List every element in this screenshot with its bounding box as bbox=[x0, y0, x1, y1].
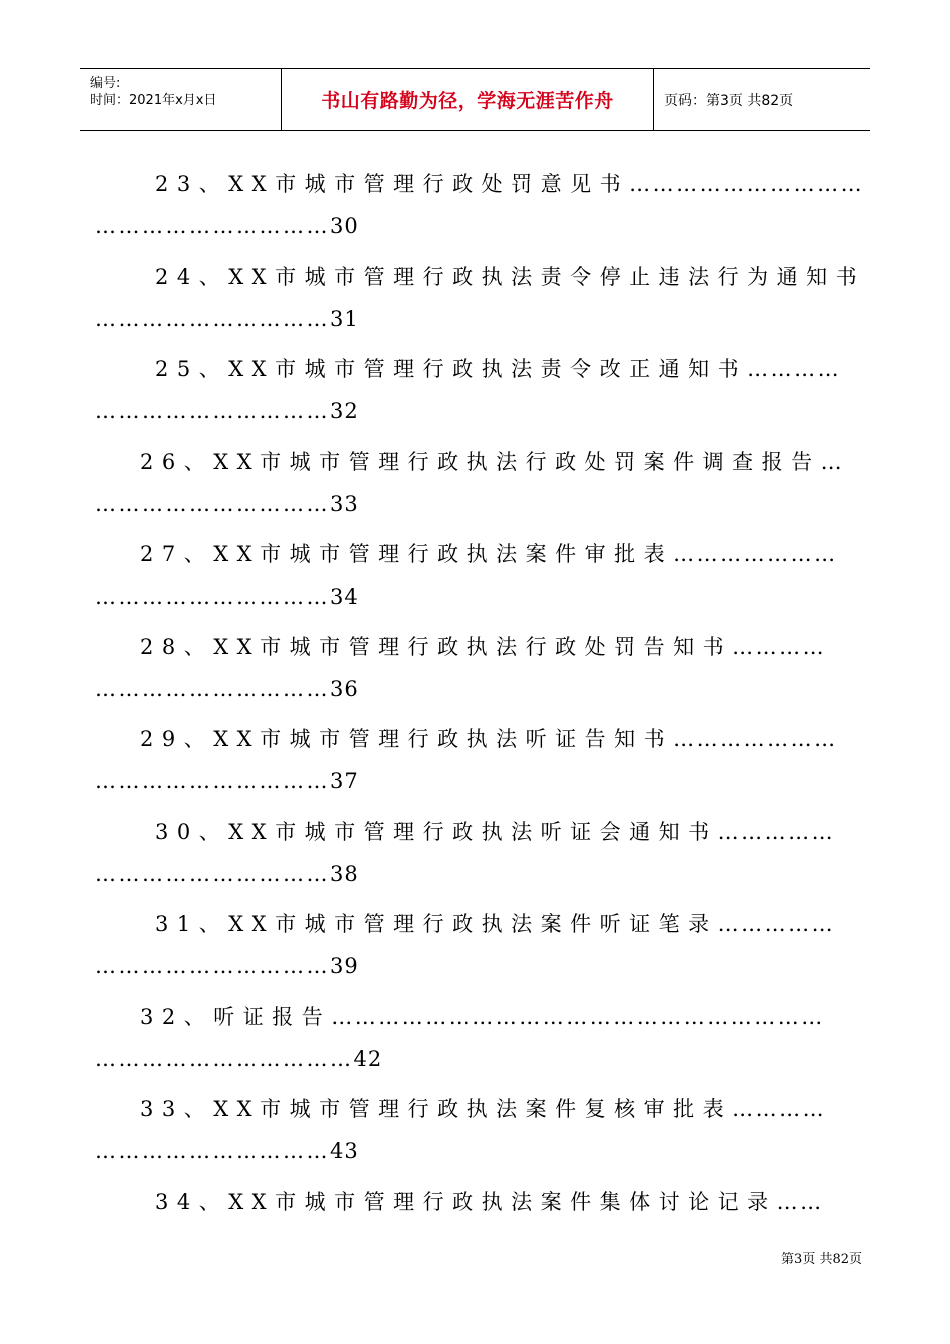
toc-entry-28 bbox=[140, 631, 826, 661]
number-label: 编号: bbox=[90, 76, 121, 91]
toc-entry-dots: ………………………… bbox=[95, 585, 330, 609]
toc-entry-title: 31、XX市城市管理行政执法案件听证笔录 bbox=[155, 912, 718, 936]
toc-entry-title: 27、XX市城市管理行政执法案件审批表 bbox=[140, 542, 674, 566]
toc-entry-page: 37 bbox=[330, 769, 359, 793]
toc-entry-dots: ………… bbox=[732, 635, 827, 659]
toc-entry-26-cont bbox=[95, 492, 359, 516]
toc-entry-dots: ………………………… bbox=[95, 492, 330, 516]
toc-entry-dots: ………………… bbox=[673, 542, 838, 566]
toc-entry-page: 30 bbox=[330, 214, 359, 238]
toc-entry-page: 38 bbox=[330, 862, 359, 886]
toc-entry-31 bbox=[155, 908, 835, 938]
toc-entry-title: 29、XX市城市管理行政执法听证告知书 bbox=[140, 727, 674, 751]
toc-entry-title: 23、XX市城市管理行政处罚意见书 bbox=[155, 172, 630, 196]
toc-entry-32-cont bbox=[95, 1047, 382, 1071]
page-footer bbox=[781, 1248, 862, 1267]
toc-entry-23 bbox=[155, 168, 864, 198]
toc-entry-25 bbox=[155, 353, 841, 383]
toc-entry-34 bbox=[155, 1186, 824, 1216]
toc-entry-title: 24、XX市城市管理行政执法责令停止违法行为通知书 bbox=[155, 265, 866, 289]
toc-entry-dots: ………………………… bbox=[95, 399, 330, 423]
toc-entry-title: 34、XX市城市管理行政执法案件集体讨论记录 bbox=[155, 1190, 777, 1214]
toc-entry-dots: ………… bbox=[747, 357, 842, 381]
toc-entry-title: 25、XX市城市管理行政执法责令改正通知书 bbox=[155, 357, 748, 381]
time-label: 时间：2021年x月x日 bbox=[90, 93, 217, 108]
toc-entry-26 bbox=[140, 446, 844, 476]
toc-entry-dots: ………………………… bbox=[95, 1139, 330, 1163]
toc-entry-title: 26、XX市城市管理行政执法行政处罚案件调查报告 bbox=[140, 450, 821, 474]
toc-entry-page: 42 bbox=[353, 1047, 383, 1071]
toc-entry-32 bbox=[140, 1001, 825, 1031]
toc-entry-27 bbox=[140, 538, 838, 568]
footer-page-label: 第3页 共82页 bbox=[781, 1252, 862, 1267]
motto-text: 书山有路勤为径，学海无涯苦作舟 bbox=[321, 90, 614, 112]
toc-entry-title: 30、XX市城市管理行政执法听证会通知书 bbox=[155, 820, 718, 844]
toc-entry-24 bbox=[155, 261, 865, 291]
toc-entry-29 bbox=[140, 723, 838, 753]
toc-entry-dots: …………………………… bbox=[95, 1047, 354, 1071]
toc-entry-33 bbox=[140, 1093, 826, 1123]
toc-entry-page: 39 bbox=[330, 954, 359, 978]
toc-entry-title: 33、XX市城市管理行政执法案件复核审批表 bbox=[140, 1097, 733, 1121]
toc-entry-page: 31 bbox=[330, 307, 359, 331]
toc-entry-23-cont bbox=[95, 214, 359, 238]
toc-entry-dots: … bbox=[820, 450, 845, 474]
header-page-label: 页码：第3页 共82页 bbox=[664, 92, 794, 109]
toc-entry-31-cont bbox=[95, 954, 359, 978]
toc-entry-dots: ………………………… bbox=[95, 862, 330, 886]
toc-entry-29-cont bbox=[95, 769, 359, 793]
toc-entry-dots: ………………………… bbox=[95, 677, 330, 701]
toc-entry-title: 28、XX市城市管理行政执法行政处罚告知书 bbox=[140, 635, 733, 659]
page-header bbox=[80, 68, 870, 131]
header-motto bbox=[282, 69, 654, 130]
toc-entry-dots: ………… bbox=[732, 1097, 827, 1121]
toc-entry-24-cont bbox=[95, 307, 359, 331]
toc-entry-dots: …… bbox=[776, 1190, 824, 1214]
toc-entry-33-cont bbox=[95, 1139, 359, 1163]
toc-entry-dots: ………………… bbox=[673, 727, 838, 751]
toc-entry-dots: ………………………… bbox=[95, 954, 330, 978]
toc-entry-page: 33 bbox=[330, 492, 359, 516]
toc-entry-title: 32、听证报告 bbox=[140, 1005, 332, 1029]
toc-entry-27-cont bbox=[95, 585, 359, 609]
toc-entry-dots: ………………………… bbox=[629, 172, 865, 196]
toc-entry-page: 43 bbox=[330, 1139, 359, 1163]
toc-entry-page: 32 bbox=[330, 399, 359, 423]
toc-entry-dots: …………… bbox=[717, 912, 836, 936]
toc-entry-30 bbox=[155, 816, 835, 846]
toc-entry-dots: …………… bbox=[717, 820, 836, 844]
toc-entry-dots: ……………………………………………………… bbox=[331, 1005, 825, 1029]
toc-entry-28-cont bbox=[95, 677, 359, 701]
toc-entry-dots: ………………………… bbox=[95, 769, 330, 793]
toc-entry-dots: ………………………… bbox=[95, 307, 330, 331]
header-meta bbox=[80, 69, 282, 130]
header-page bbox=[654, 69, 870, 130]
toc-entry-25-cont bbox=[95, 399, 359, 423]
toc-entry-page: 36 bbox=[330, 677, 359, 701]
toc-entry-page: 34 bbox=[330, 585, 359, 609]
toc-entry-dots: ………………………… bbox=[95, 214, 330, 238]
toc-entry-30-cont bbox=[95, 862, 359, 886]
